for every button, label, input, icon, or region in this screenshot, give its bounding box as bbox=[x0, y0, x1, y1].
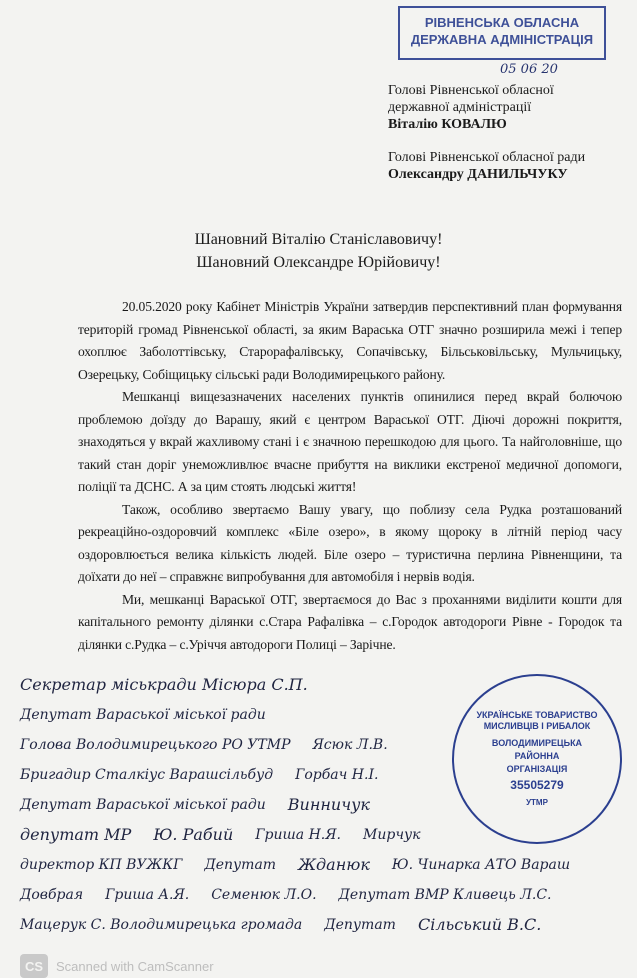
signature: Голова Володимирецького РО УТМР bbox=[20, 737, 291, 753]
signature: Мацерук С. Володимирецька громада bbox=[20, 917, 303, 933]
addressee-2-line-1: Голові Рівненської обласної ради bbox=[388, 150, 586, 165]
signature: Гриша А.Я. bbox=[105, 887, 190, 903]
salutation bbox=[0, 228, 637, 274]
paragraph: Ми, мешканці Вараської ОТГ, звертаємося до Вас з проханнями виділити кошти для капітального ремонту ділянки с.Стара Рафалівка – с.Городок автодороги Рівне - Городок та ділянки с.Рудка – с.Уріччя автодороги Полиці – Зарічне. bbox=[78, 591, 622, 652]
signature: Ю. Чинарка АТО Вараш bbox=[391, 857, 571, 873]
letter-body bbox=[78, 296, 622, 656]
salutation-1: Шановний Віталію Станіславовичу! bbox=[194, 231, 443, 248]
signature: Довбрая bbox=[20, 887, 84, 903]
signature: Депутат bbox=[204, 857, 277, 873]
addressee-block bbox=[388, 82, 585, 183]
signature: Гриша Н.Я. bbox=[255, 827, 341, 843]
signature: Горбач Н.І. bbox=[295, 767, 379, 783]
signature: Винничук bbox=[287, 795, 370, 814]
paragraph: Також, особливо звертаємо Вашу увагу, що поблизу села Рудка розташований рекреаційно-оздоровчий комплекс «Біле озеро», в якому щороку в літній період часу оздоровлюється велика кількість людей. Біле озеро – туристична перлина Рівненщини, та доїхати до неї – справжнє випробування для автомобіля і нервів водія. bbox=[78, 501, 622, 584]
signature: Ю. Рабий bbox=[153, 825, 234, 844]
camscanner-logo-icon: CS bbox=[20, 954, 48, 978]
addressee-1-name: Віталію КОВАЛЮ bbox=[388, 117, 507, 132]
signature: депутат МР bbox=[20, 825, 132, 844]
signature: директор КП ВУЖКГ bbox=[20, 857, 183, 873]
handwritten-registration-date: 05 06 20 bbox=[500, 62, 558, 77]
addressee-1-line-2: державної адміністрації bbox=[388, 100, 532, 115]
paragraph: Мешканці вищезазначених населених пунктів опинилися перед вкрай болючою проблемою доїзду до Варашу, який є центром Вараської ОТГ. Діючі дорожні покриття, знаходяться у вкрай жахливому стані і є значною перешкодою для цього. Та найголовніше, що такий стан доріг унеможливлює вчасне прибуття на виклики екстреної медичної допомоги, поліції та ДСНС. А за цим стоять людські життя! bbox=[78, 389, 622, 494]
signature: Жданюк bbox=[298, 855, 370, 874]
signature: Мирчук bbox=[363, 827, 421, 843]
signature: Сільський В.С. bbox=[417, 915, 542, 934]
addressee-1-line-1: Голові Рівненської обласної bbox=[388, 83, 554, 98]
stamp-line-1: РІВНЕНСЬКА ОБЛАСНА bbox=[424, 15, 580, 30]
signature: Депутат ВМР Кливець Л.С. bbox=[338, 887, 552, 903]
camscanner-watermark bbox=[20, 954, 622, 978]
stamp-line-2: ДЕРЖАВНА АДМІНІСТРАЦІЯ bbox=[410, 32, 594, 47]
seal-line-1: ВОЛОДИМИРЕЦЬКА bbox=[491, 738, 583, 748]
signature: Ясюк Л.В. bbox=[312, 737, 388, 753]
seal-line-2: РАЙОННА bbox=[514, 751, 560, 761]
paragraph: 20.05.2020 року Кабінет Міністрів України затвердив перспективний план формування територій громад Рівненської області, за яким Вараська ОТГ значно розширила межі і тепер охоплює Заболоттівську, Старорафалівську, Сопачівську, Більськовільську, Мульчицьку, Озерецьку, Собіщицьку сільські ради Володимирецького району. bbox=[78, 299, 622, 382]
watermark-text: Scanned with CamScanner bbox=[56, 958, 214, 974]
signature: Бригадир Сталкіус Варашсільбуд bbox=[20, 767, 274, 783]
registration-stamp bbox=[398, 6, 606, 60]
organization-seal bbox=[452, 674, 622, 844]
signature: Депутат Вараської міської ради bbox=[20, 797, 266, 813]
signature: Семенюк Л.О. bbox=[211, 887, 317, 903]
salutation-2: Шановний Олександре Юрійовичу! bbox=[196, 254, 441, 271]
seal-bottom: УТМР bbox=[526, 798, 548, 807]
seal-code: 35505279 bbox=[510, 778, 564, 792]
signature: Депутат Вараської міської ради bbox=[20, 707, 266, 723]
signature: Секретар міськради Місюра С.П. bbox=[20, 675, 308, 694]
seal-line-3: ОРГАНІЗАЦІЯ bbox=[506, 764, 568, 774]
letter-content bbox=[20, 296, 622, 978]
signature: Депутат bbox=[324, 917, 396, 933]
seal-outer-text: УКРАЇНСЬКЕ ТОВАРИСТВО МИСЛИВЦІВ І РИБАЛОК bbox=[476, 710, 598, 731]
signatures-block bbox=[20, 670, 622, 940]
addressee-2-name: Олександру ДАНИЛЬЧУКУ bbox=[388, 167, 568, 182]
